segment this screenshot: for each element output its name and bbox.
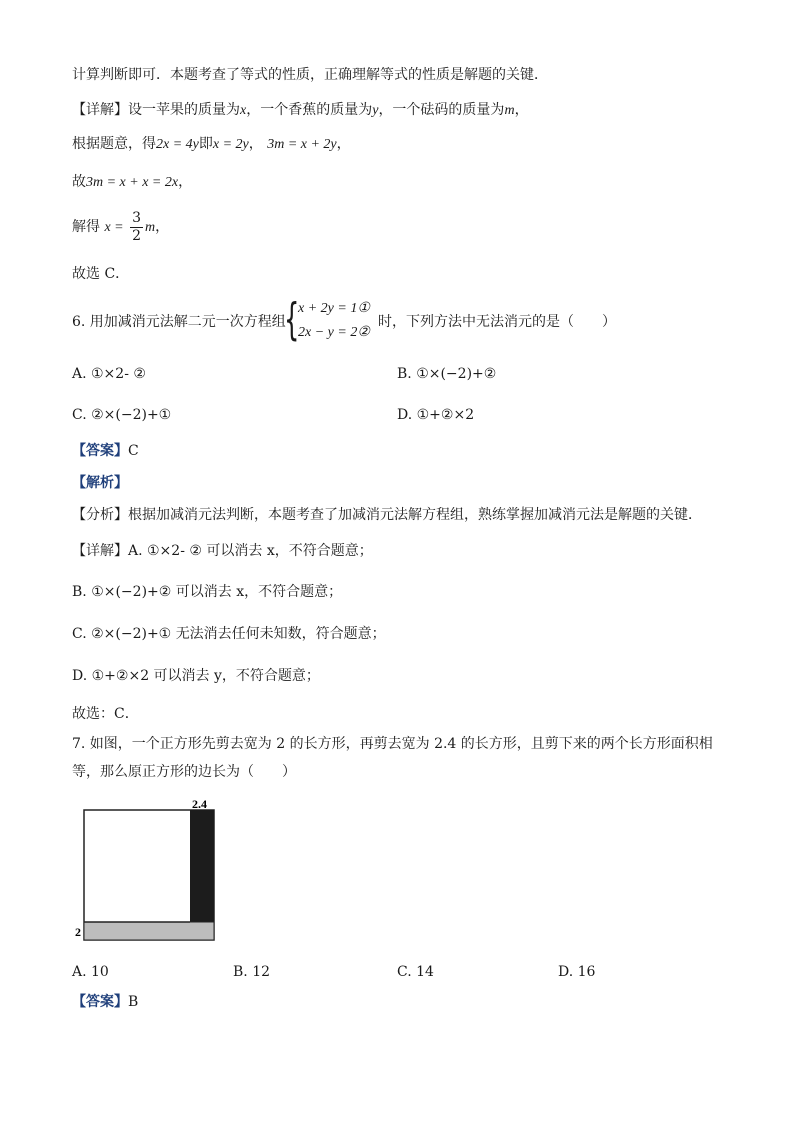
cut-strip-bottom — [84, 922, 214, 940]
equation-line: 故3m = x + x = 2x， — [72, 174, 193, 190]
cut-strip-right — [190, 810, 214, 940]
detail-line: B. ①×(−2)+② 可以消去 x，不符合题意； — [72, 584, 343, 600]
q6-stem: 6. 用加减消元法解二元一次方程组 — [72, 314, 286, 330]
option-c: C. 14 — [397, 964, 434, 980]
conclusion-line: 故选：C． — [72, 706, 139, 722]
detail-line: C. ②×(−2)+① 无法消去任何未知数，符合题意； — [72, 626, 386, 642]
left-brace: { — [284, 294, 300, 345]
square-diagram — [74, 796, 224, 946]
answer-value: C — [128, 443, 139, 459]
answer-line — [72, 992, 138, 1012]
text-line: 计算判断即可．本题考查了等式的性质，正确理解等式的性质是解题的关键． — [72, 67, 548, 83]
q7-stem: 等，那么原正方形的边长为（ ） — [72, 764, 296, 780]
option-b: B. ①×(−2)+② — [397, 366, 497, 382]
equation-line: 根据题意，得2x = 4y即x = 2y， 3m = x + 2y， — [72, 136, 351, 152]
label-right-width: 2.4 — [192, 797, 207, 811]
analysis-line: 【分析】根据加减消元法判断，本题考查了加减消元法解方程组，熟练掌握加减消元法是解题的关键． — [72, 507, 702, 523]
square-figure — [74, 796, 224, 946]
q7-stem: 7. 如图，一个正方形先剪去宽为 2 的长方形，再剪去宽为 2.4 的长方形，且剪下来的两个长方形面积相 — [72, 736, 713, 752]
option-b: B. 12 — [233, 964, 271, 980]
equation-2: 2x − y = 2② — [298, 325, 370, 340]
detail-line: D. ①+②×2 可以消去 y，不符合题意； — [72, 668, 320, 684]
q6-stem-tail: 时，下列方法中无法消元的是（ ） — [378, 314, 616, 330]
label-bottom-width: 2 — [75, 925, 81, 939]
fraction: $\frac{3}{2}$ — [132, 209, 141, 244]
option-a: A. ①×2- ② — [72, 366, 146, 382]
answer-tag: 【答案】 — [72, 443, 128, 459]
answer-value: B — [128, 994, 139, 1010]
answer-line — [72, 441, 139, 461]
detail-line: 【详解】A. ①×2- ② 可以消去 x，不符合题意； — [72, 543, 373, 559]
equation-line: 解得 x = $\frac{3}{2}$ m， — [72, 209, 170, 244]
detail-line: 【详解】设一苹果的质量为x，一个香蕉的质量为y，一个砝码的质量为m， — [72, 102, 529, 118]
detail-tag: 【详解】 — [72, 102, 128, 118]
equation-1: x + 2y = 1① — [298, 301, 370, 316]
option-d: D. ①+②×2 — [397, 407, 475, 423]
option-d: D. 16 — [558, 964, 596, 980]
answer-tag: 【答案】 — [72, 994, 128, 1010]
option-a: A. 10 — [72, 964, 109, 980]
option-c: C. ②×(−2)+① — [72, 407, 172, 423]
analysis-tag: 【解析】 — [72, 475, 128, 491]
text-line: 故选 C． — [72, 266, 130, 282]
